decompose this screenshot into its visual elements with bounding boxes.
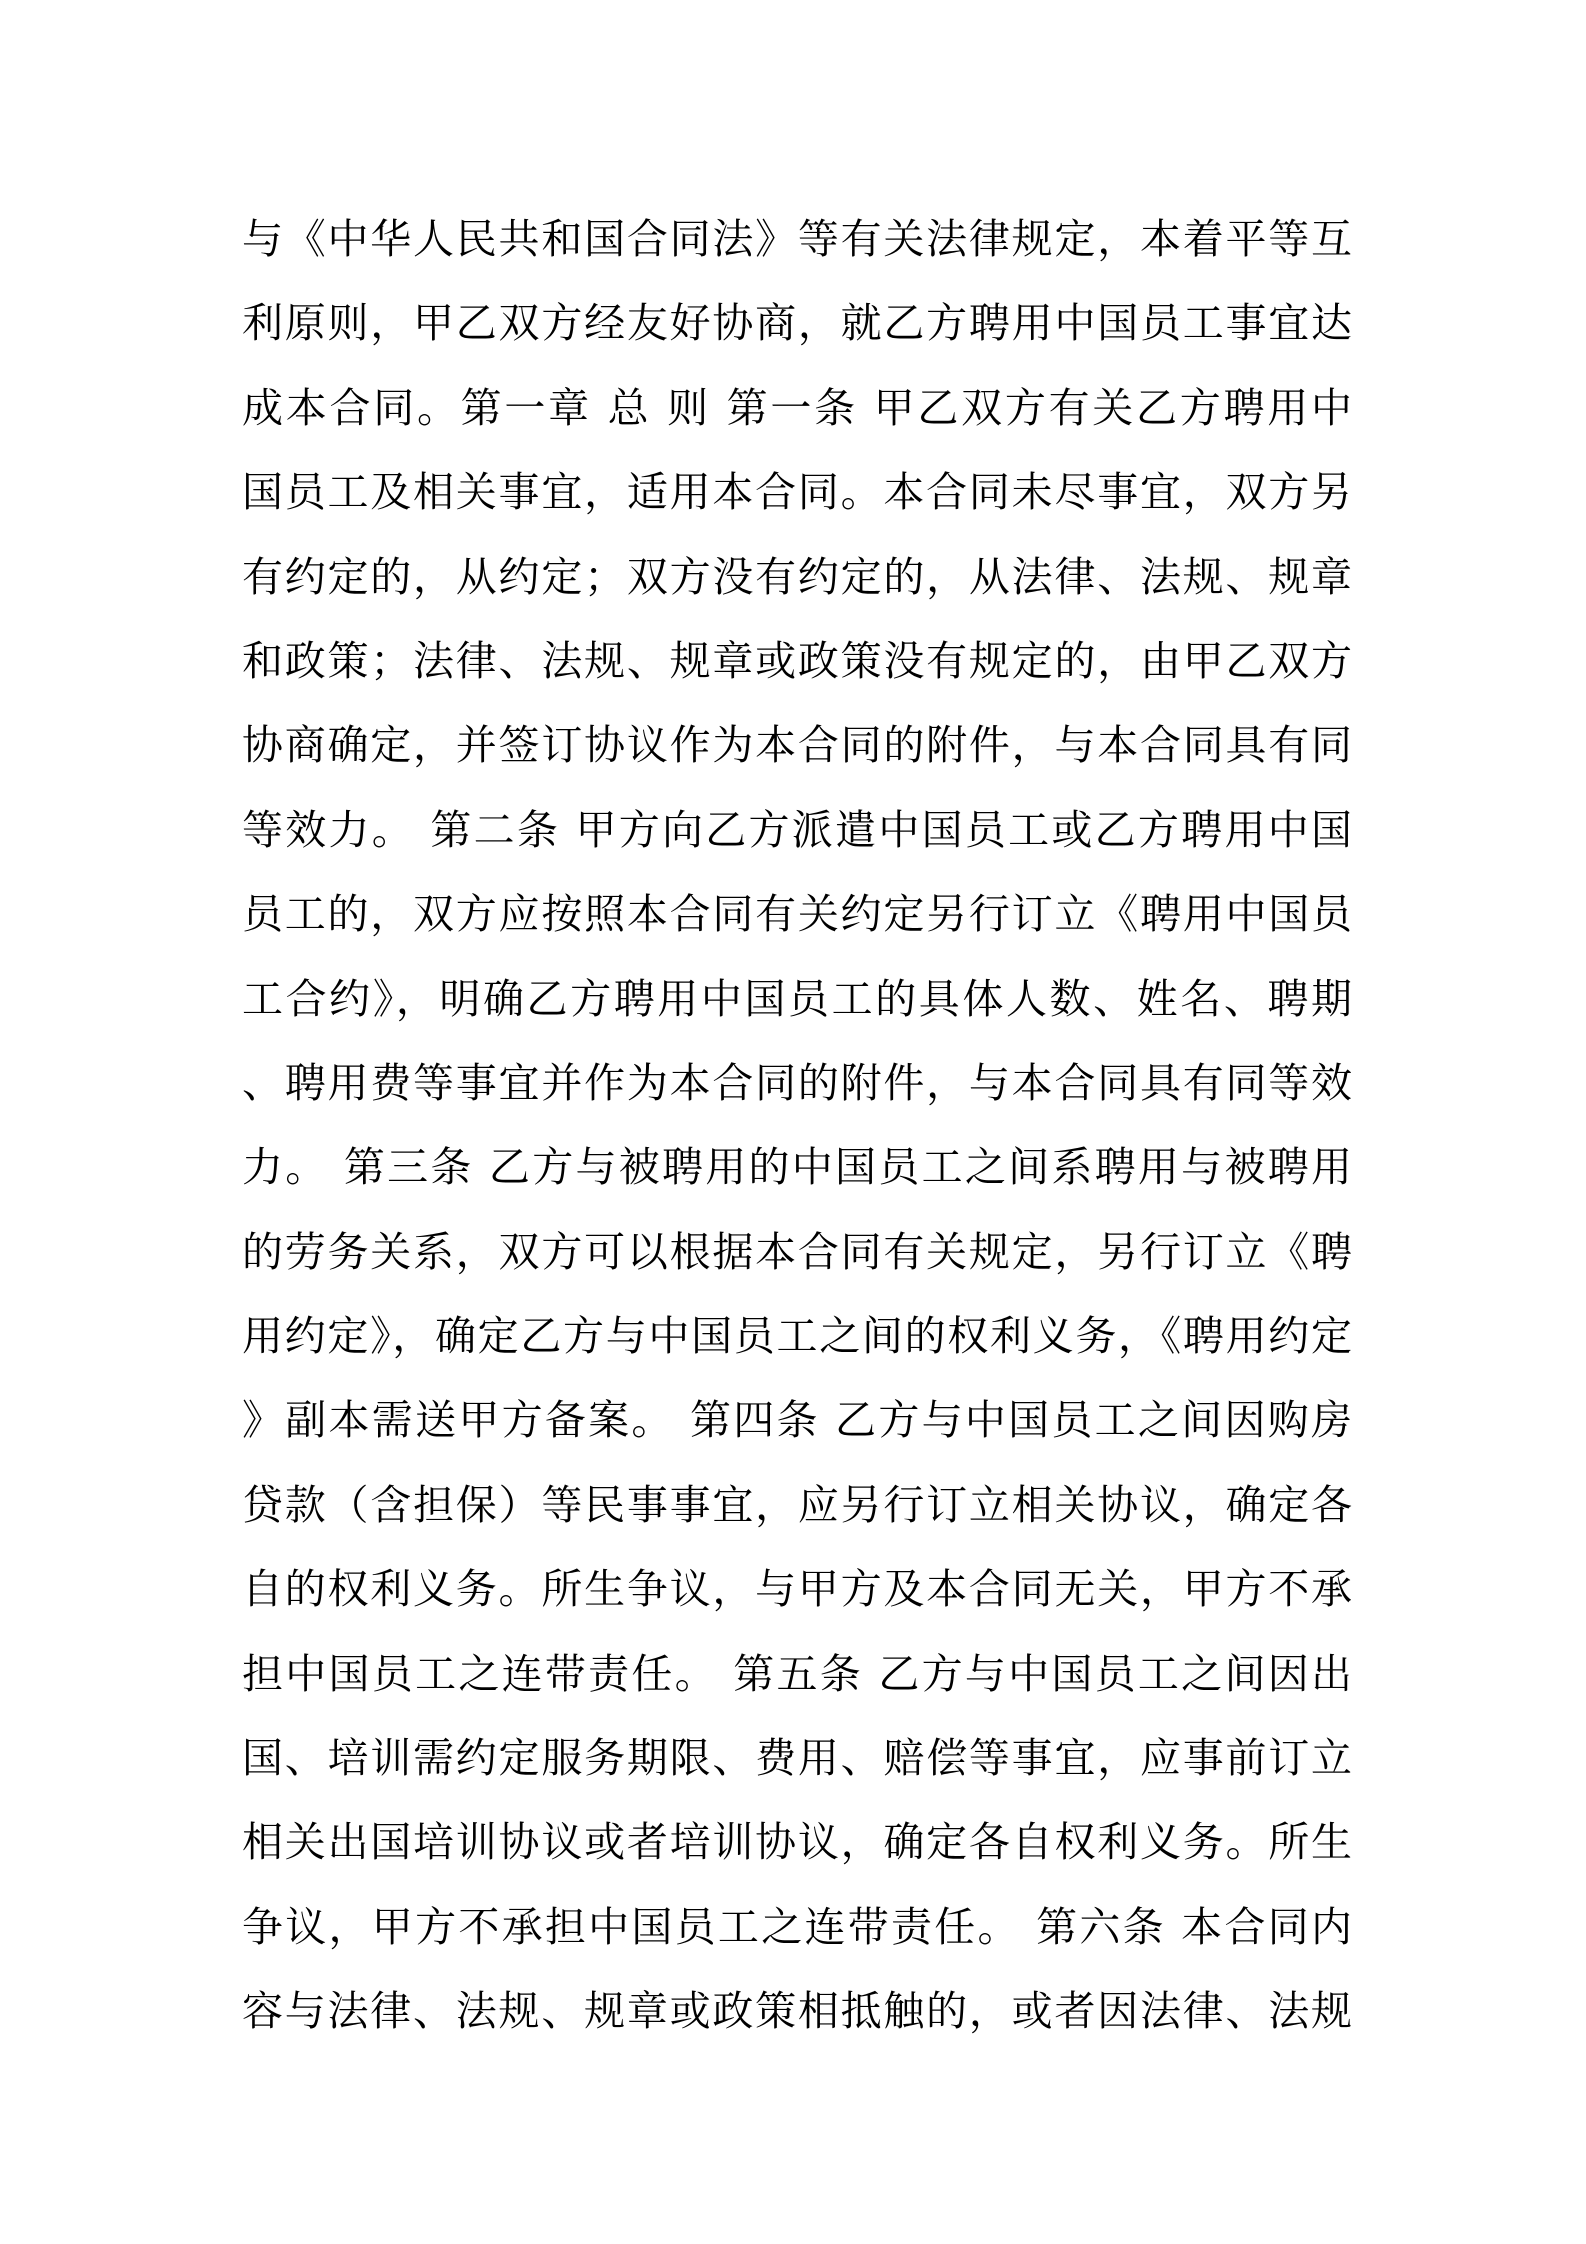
text-line: 、聘用费等事宜并作为本合同的附件，与本合同具有同等效 [242, 1058, 1352, 1107]
text-line: 利原则，甲乙双方经友好协商，就乙方聘用中国员工事宜达 [242, 299, 1352, 348]
text-line: 成本合同。第一章 总 则 第一条 甲乙双方有关乙方聘用中 [242, 383, 1352, 432]
text-line: 贷款（含担保）等民事事宜，应另行订立相关协议，确定各 [242, 1480, 1352, 1529]
text-line: 等效力。 第二条 甲方向乙方派遣中国员工或乙方聘用中国 [242, 805, 1352, 854]
text-line: 的劳务关系，双方可以根据本合同有关规定，另行订立《聘 [242, 1227, 1352, 1276]
text-line: 》副本需送甲方备案。 第四条 乙方与中国员工之间因购房 [242, 1396, 1352, 1445]
text-line: 相关出国培训协议或者培训协议，确定各自权利义务。所生 [242, 1818, 1352, 1867]
text-line: 自的权利义务。所生争议，与甲方及本合同无关，甲方不承 [242, 1565, 1352, 1614]
contract-text-body [242, 197, 1352, 2054]
text-line: 国、培训需约定服务期限、费用、赔偿等事宜，应事前订立 [242, 1734, 1352, 1783]
text-line: 和政策；法律、法规、规章或政策没有规定的，由甲乙双方 [242, 636, 1352, 685]
text-line: 担中国员工之连带责任。 第五条 乙方与中国员工之间因出 [242, 1649, 1352, 1698]
text-line: 力。 第三条 乙方与被聘用的中国员工之间系聘用与被聘用 [242, 1143, 1352, 1192]
text-line: 协商确定，并签订协议作为本合同的附件，与本合同具有同 [242, 721, 1352, 770]
text-line: 有约定的，从约定；双方没有约定的，从法律、法规、规章 [242, 552, 1352, 601]
text-line: 争议，甲方不承担中国员工之连带责任。 第六条 本合同内 [242, 1902, 1352, 1951]
text-line: 与《中华人民共和国合同法》等有关法律规定，本着平等互 [242, 215, 1352, 263]
text-line: 用约定》，确定乙方与中国员工之间的权利义务，《聘用约定 [242, 1312, 1352, 1361]
text-line: 国员工及相关事宜，适用本合同。本合同未尽事宜，双方另 [242, 468, 1352, 517]
text-line: 容与法律、法规、规章或政策相抵触的，或者因法律、法规 [242, 1987, 1352, 2036]
text-line: 工合约》，明确乙方聘用中国员工的具体人数、姓名、聘期 [242, 974, 1352, 1023]
text-line: 员工的，双方应按照本合同有关约定另行订立《聘用中国员 [242, 890, 1352, 939]
